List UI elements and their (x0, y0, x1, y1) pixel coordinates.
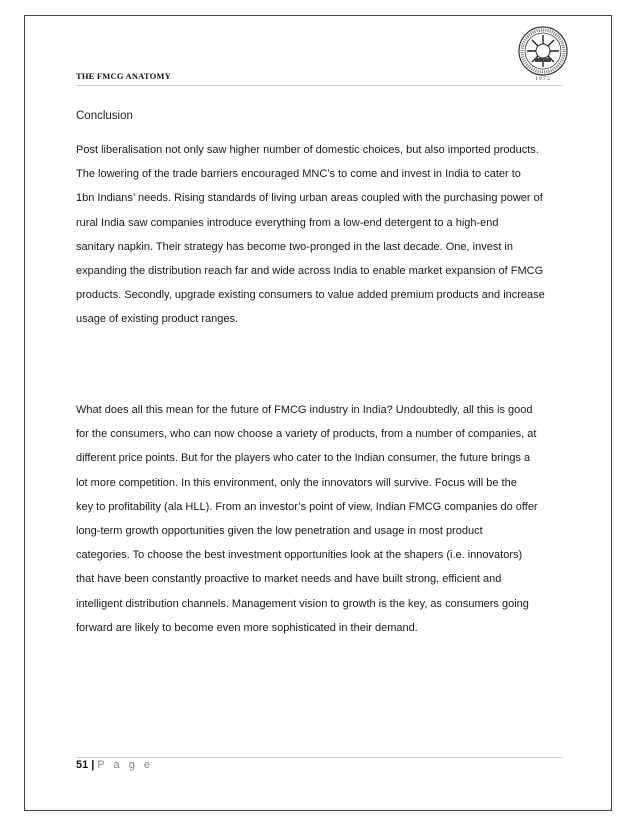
page-label: P a g e (97, 759, 153, 771)
paragraph-line: intelligent distribution channels. Management vision to growth is the key, as consumers going (76, 597, 529, 610)
paragraph-line: What does all this mean for the future of FMCG industry in India? Undoubtedly, all this is good (76, 404, 533, 416)
document-header-title: THE FMCG ANATOMY (76, 71, 171, 81)
section-heading: Conclusion (76, 110, 133, 122)
paragraph-line: rural India saw companies introduce everything from a low-end detergent to a high-end (76, 216, 499, 229)
paragraph-line: forward are likely to become even more sophisticated in their demand. (76, 621, 418, 634)
logo-year: 1973 (535, 76, 551, 82)
paragraph-line: for the consumers, who can now choose a variety of products, from a number of companies, at (76, 428, 537, 441)
page-number: 51 (76, 759, 89, 771)
paragraph-future-outlook (76, 398, 568, 640)
page-footer (76, 759, 153, 771)
paragraph-line: that have been constantly proactive to market needs and have built strong, efficient and (76, 573, 502, 586)
paragraph-line: usage of existing product ranges. (76, 313, 239, 326)
paragraph-line: products. Secondly, upgrade existing consumers to value added premium products and increase (76, 289, 545, 302)
paragraph-line: long-term growth opportunities given the low penetration and usage in most product (76, 525, 483, 538)
paragraph-line: The lowering of the trade barriers encouraged MNC’s to come and invest in India to cater to (76, 168, 521, 181)
paragraph-line: key to profitability (ala HLL). From an investor’s point of view, Indian FMCG companies do offer (76, 500, 538, 513)
header-divider (76, 85, 563, 86)
paragraph-line: 1bn Indians’ needs. Rising standards of living urban areas coupled with the purchasing power of (76, 192, 543, 205)
paragraph-line: categories. To choose the best investment opportunities look at the shapers (i.e. innovators) (76, 549, 523, 562)
footer-divider (76, 757, 563, 758)
paragraph-liberalisation (76, 138, 568, 332)
paragraph-line: different price points. But for the players who cater to the Indian consumer, the future brings a (76, 452, 531, 465)
paragraph-line: lot more competition. In this environment, only the innovators will survive. Focus will be the (76, 476, 517, 489)
footer-separator: | (91, 759, 95, 771)
institute-seal-logo (513, 22, 573, 84)
paragraph-line: Post liberalisation not only saw higher number of domestic choices, but also imported products. (76, 144, 539, 156)
paragraph-line: sanitary napkin. Their strategy has become two-pronged in the last decade. One, invest in (76, 240, 513, 253)
paragraph-line: expanding the distribution reach far and wide across India to enable market expansion of FMCG (76, 265, 544, 278)
